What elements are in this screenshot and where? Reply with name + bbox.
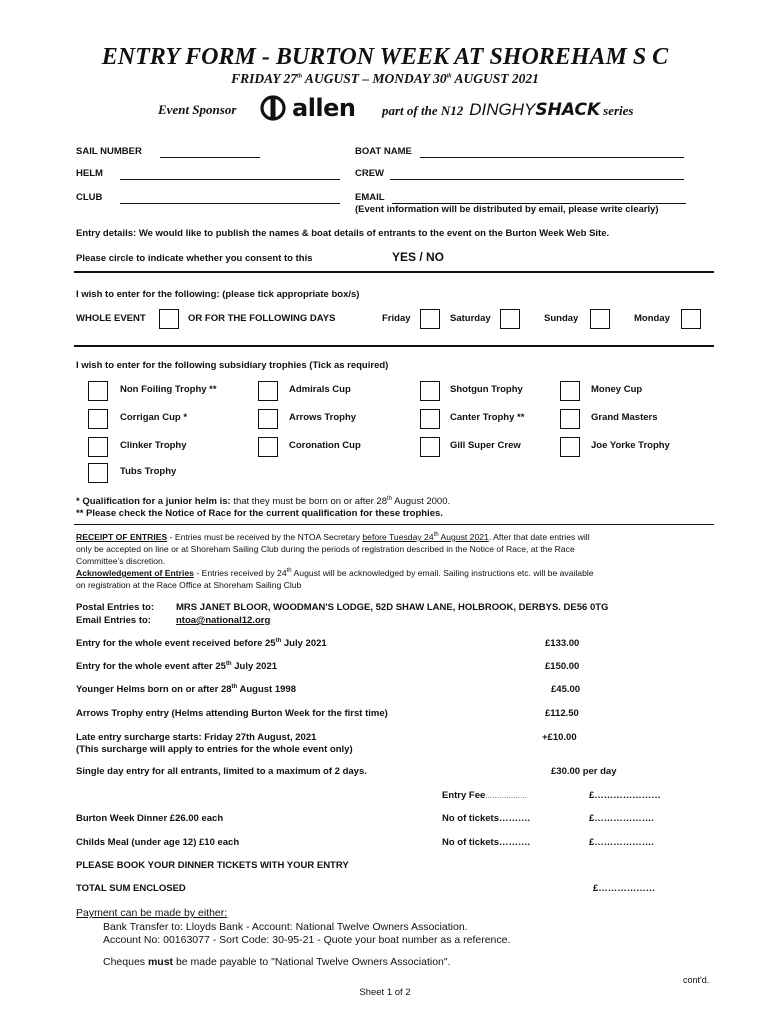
boat-name-label: BOAT NAME: [355, 146, 412, 157]
trophy-label: Tubs Trophy: [120, 466, 177, 477]
allen-logo-icon: [260, 95, 290, 121]
boat-name-field[interactable]: [420, 157, 684, 158]
trophy-label: Admirals Cup: [289, 384, 351, 395]
junior-helm-note: [76, 496, 450, 507]
dinner-tickets-field[interactable]: No of tickets……….: [442, 813, 531, 824]
fee-price: £133.00: [545, 638, 580, 649]
bank-transfer-line2: Account No: 00163077 - Sort Code: 30-95-21 - Quote your boat number as a reference.: [103, 934, 511, 946]
dates-sup: th: [446, 73, 452, 80]
trophy-label: Corrigan Cup *: [120, 412, 188, 423]
sunday-label: Sunday: [544, 313, 579, 324]
form-title: ENTRY FORM - BURTON WEEK AT SHOREHAM S C: [101, 44, 669, 70]
fee-row: (This surcharge will apply to entries for the whole event only): [76, 744, 353, 755]
email-note: (Event information will be distributed by email, please write clearly): [355, 204, 659, 215]
email-entries-link[interactable]: ntoa@national12.org: [176, 615, 271, 626]
cheque-note: Cheques must be made payable to "National Twelve Owners Association".: [103, 956, 451, 968]
fee-price: £45.00: [551, 684, 581, 695]
fee-row: Arrows Trophy entry (Helms attending Burton Week for the first time): [76, 708, 388, 719]
entry-days-heading: I wish to enter for the following: (please tick appropriate box/s): [76, 289, 360, 300]
dates-text: AUGUST 2021: [451, 71, 539, 86]
trophy-label: Canter Trophy **: [450, 412, 525, 423]
trophy-checkbox[interactable]: [560, 381, 580, 401]
ack-text: August will be acknowledged by email. Sailing instructions etc. will be available: [291, 568, 594, 578]
email-entries-label: Email Entries to:: [76, 615, 151, 626]
monday-label: Monday: [634, 313, 670, 324]
trophy-checkbox[interactable]: [88, 437, 108, 457]
note-text: that they must be born on or after 28: [230, 496, 387, 508]
trophy-label: Arrows Trophy: [289, 412, 357, 423]
trophy-checkbox[interactable]: [420, 437, 440, 457]
payment-heading: Payment can be made by either:: [76, 907, 228, 919]
fee-row: Younger Helms born on or after 28th August 1998: [76, 684, 296, 696]
ack-sup: th: [286, 568, 292, 575]
trophy-checkbox[interactable]: [258, 409, 278, 429]
dinner-row: Burton Week Dinner £26.00 each: [76, 813, 224, 824]
trophy-label: Grand Masters: [591, 412, 658, 423]
bank-transfer-line1: Bank Transfer to: Lloyds Bank - Account: National Twelve Owners Association.: [103, 921, 468, 933]
receipt-text: - Entries must be received by the NTOA Secretary: [167, 532, 363, 542]
ack-heading: Acknowledgement of Entries: [76, 568, 194, 578]
dinner-amount[interactable]: £……………….: [589, 813, 654, 824]
trophy-checkbox[interactable]: [420, 381, 440, 401]
sail-number-field[interactable]: [160, 157, 260, 158]
receipt-heading: RECEIPT OF ENTRIES: [76, 532, 168, 542]
child-meal-amount[interactable]: £……………….: [589, 837, 654, 848]
dates-text: FRIDAY 27: [231, 71, 298, 86]
fee-row: Single day entry for all entrants, limited to a maximum of 2 days.: [76, 766, 367, 777]
crew-field[interactable]: [390, 179, 684, 180]
total-amount[interactable]: £………………: [593, 883, 656, 894]
trophy-checkbox[interactable]: [258, 437, 278, 457]
ack-text: - Entries received by 24: [193, 568, 287, 578]
note-sup: th: [387, 496, 393, 502]
note-label: * Qualification for a junior helm is:: [76, 496, 231, 508]
friday-label: Friday: [382, 313, 411, 324]
allen-logo: [260, 94, 356, 122]
receipt-line3: Committee’s discretion.: [76, 556, 166, 566]
postal-address: MRS JANET BLOOR, WOODMAN'S LODGE, 52D SHAW LANE, HOLBROOK, DERBYS. DE56 0TG: [176, 602, 609, 613]
trophies-heading: I wish to enter for the following subsidiary trophies (Tick as required): [76, 360, 389, 371]
trophy-label: Clinker Trophy: [120, 440, 187, 451]
child-meal-row: Childs Meal (under age 12) £10 each: [76, 837, 240, 848]
or-days-label: OR FOR THE FOLLOWING DAYS: [188, 313, 336, 324]
helm-field[interactable]: [120, 179, 340, 180]
trophy-label: Non Foiling Trophy **: [120, 384, 217, 395]
sponsor-label: Event Sponsor: [158, 102, 237, 117]
total-label: TOTAL SUM ENCLOSED: [76, 883, 186, 894]
trophy-checkbox[interactable]: [560, 409, 580, 429]
acknowledgement-line1: [76, 568, 594, 578]
trophy-checkbox[interactable]: [420, 409, 440, 429]
email-label: EMAIL: [355, 192, 385, 203]
acknowledgement-line2: on registration at the Race Office at Shoreham Sailing Club: [76, 580, 302, 590]
trophy-label: Money Cup: [591, 384, 643, 395]
trophy-checkbox[interactable]: [88, 409, 108, 429]
consent-details: Entry details: We would like to publish the names & boat details of entrants to the event on the Burton Week Web Site.: [76, 228, 610, 239]
fee-price: £112.50: [545, 708, 579, 719]
event-dates: [0, 71, 770, 87]
trophy-checkbox[interactable]: [560, 437, 580, 457]
child-tickets-field[interactable]: No of tickets……….: [442, 837, 531, 848]
saturday-checkbox[interactable]: [500, 309, 520, 329]
receipt-text: . After that date entries will: [488, 532, 590, 542]
entry-fee-field[interactable]: Entry Fee………………: [442, 790, 528, 801]
fee-row: Entry for the whole event received before 25th July 2021: [76, 638, 327, 650]
series-pre: part of the N12: [382, 103, 464, 118]
trophy-label: Coronation Cup: [289, 440, 361, 451]
notice-of-race-note: ** Please check the Notice of Race for the current qualification for these trophies.: [76, 508, 443, 519]
trophy-checkbox[interactable]: [88, 463, 108, 483]
fee-price: +£10.00: [542, 732, 577, 743]
yes-no-choice[interactable]: YES / NO: [392, 250, 445, 264]
book-dinner-note: PLEASE BOOK YOUR DINNER TICKETS WITH YOUR ENTRY: [76, 860, 349, 871]
sunday-checkbox[interactable]: [590, 309, 610, 329]
postal-label: Postal Entries to:: [76, 602, 155, 613]
series-dinghy: DINGHY: [469, 100, 536, 119]
consent-circle-label: Please circle to indicate whether you consent to this: [76, 253, 313, 264]
crew-label: CREW: [355, 168, 385, 179]
continued-note: cont'd.: [683, 975, 710, 985]
receipt-deadline: before Tuesday 24th August 2021: [362, 532, 489, 542]
divider: [74, 345, 714, 347]
dates-text: AUGUST – MONDAY 30: [302, 71, 447, 86]
whole-event-checkbox[interactable]: [159, 309, 179, 329]
club-label: CLUB: [76, 192, 103, 203]
divider: [74, 524, 714, 525]
divider: [74, 271, 714, 273]
entry-fee-amount[interactable]: £…………………: [589, 790, 661, 801]
series-line: [382, 100, 633, 120]
monday-checkbox[interactable]: [681, 309, 701, 329]
fee-row: Late entry surcharge starts: Friday 27th August, 2021: [76, 732, 317, 743]
allen-logo-text: allen: [292, 94, 356, 122]
club-field[interactable]: [120, 203, 340, 204]
trophy-checkbox[interactable]: [88, 381, 108, 401]
whole-event-label: WHOLE EVENT: [76, 313, 146, 324]
note-text: August 2000.: [392, 496, 451, 508]
series-post: series: [603, 103, 634, 118]
saturday-label: Saturday: [450, 313, 491, 324]
trophy-checkbox[interactable]: [258, 381, 278, 401]
fee-price: £150.00: [545, 661, 580, 672]
sail-number-label: SAIL NUMBER: [76, 146, 142, 157]
trophy-label: Shotgun Trophy: [450, 384, 523, 395]
helm-label: HELM: [76, 168, 103, 179]
receipt-line2: only be accepted on line or at Shoreham Sailing Club during the periods of registration described in the Notice of Race, at the Race: [76, 544, 575, 554]
series-shack: SHACK: [535, 100, 601, 120]
trophy-label: Joe Yorke Trophy: [591, 440, 670, 451]
friday-checkbox[interactable]: [420, 309, 440, 329]
dates-sup: th: [297, 73, 303, 80]
fee-price: £30.00 per day: [551, 766, 617, 777]
fee-row: Entry for the whole event after 25th July 2021: [76, 661, 278, 673]
sheet-number: Sheet 1 of 2: [359, 987, 411, 998]
receipt-line1: [76, 532, 590, 542]
trophy-label: Gill Super Crew: [450, 440, 521, 451]
